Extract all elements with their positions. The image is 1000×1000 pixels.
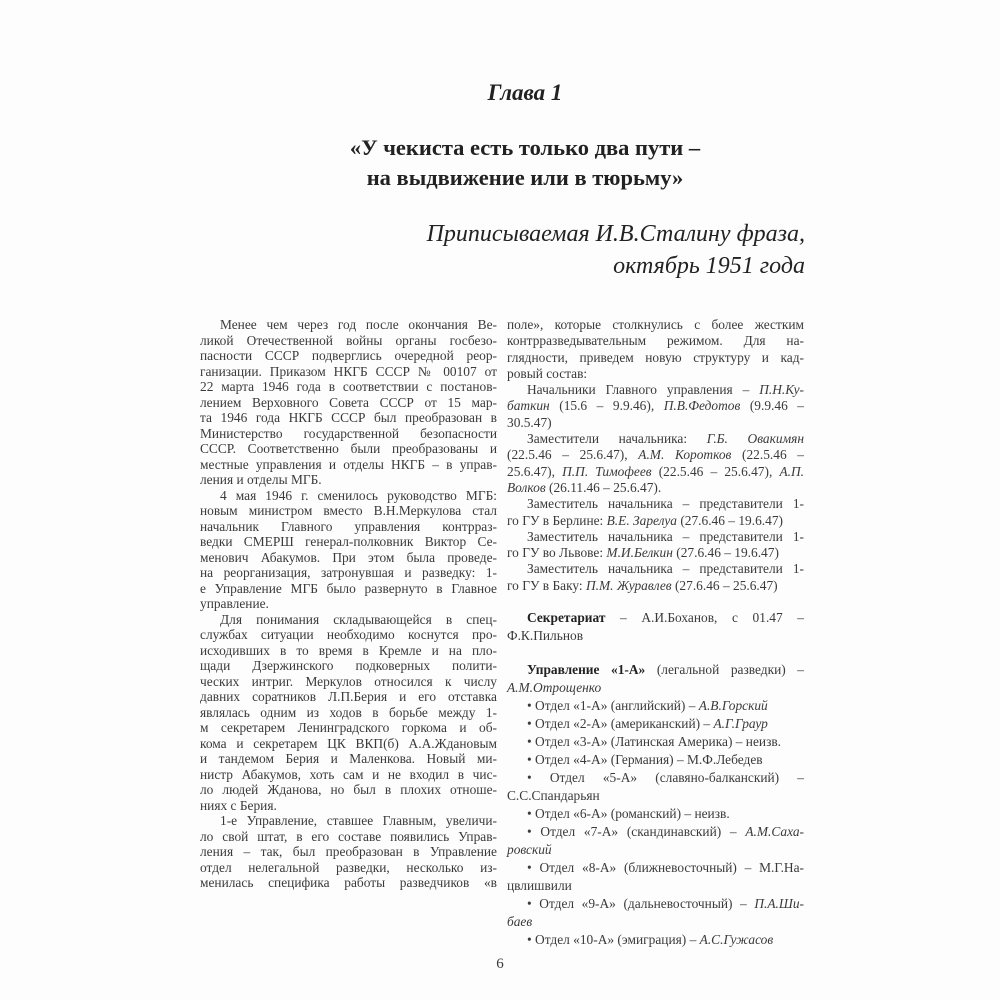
text-line [507,545,804,561]
text-segment: ровый состав: [507,365,588,381]
right-column-top [507,317,804,594]
attribution-line: Приписываемая И.В.Сталину фраза, [426,221,805,247]
left-column [200,317,497,891]
text-line: давних соратников Л.П.Берия и его отставка [200,689,497,704]
text-line [507,715,804,733]
text-segment: Заместитель начальника – представители 1- [527,528,804,544]
text-line [507,447,804,463]
text-segment: (27.6.46 – 19.6.47) [676,512,783,528]
epigraph [200,133,850,193]
text-line [507,895,804,913]
text-line [507,350,804,366]
text-segment: • Отдел «6-А» (романский) – неизв. [527,806,730,821]
text-segment: • Отдел «7-А» (скандинавский) – [527,824,746,839]
text-line: кома и секретарем ЦК ВКП(б) А.А.Ждановым [200,735,497,751]
text-segment: (9.9.46 – [740,398,804,414]
text-line: начальник Главного управления контрраз- [200,518,497,534]
text-line: м секретарем Ленинградского горкома и об- [200,720,497,735]
text-segment: (26.11.46 – 25.6.47). [545,479,662,495]
text-segment: го ГУ в Берлине: [507,512,607,528]
person-name: А.М.Саха- [745,824,804,839]
person-name: А.М.Отрощенко [507,680,602,695]
person-name: П.П. Тимофеев [562,463,652,479]
text-line [507,398,804,414]
text-line: пасности СССР подверглись очередной реор- [200,348,497,363]
text-line: на реорганизация, затронувшая и разведку: 1- [200,565,497,580]
epigraph-attribution [380,218,805,282]
page-number: 6 [496,956,504,972]
text-line: 1-е Управление, ставшее Главным, увеличи- [220,813,497,828]
text-segment: поле», которые столкнулись с более жестким [507,317,804,332]
text-line [507,823,804,841]
text-segment: • Отдел «1-А» (английский) – [527,698,699,713]
person-name: А.М. Коротков [638,447,732,463]
right-column-bottom [507,609,804,949]
epigraph-line: «У чекиста есть только два пути – [349,135,701,160]
text-line: лением Верховного Совета СССР от 15 мар- [200,394,497,410]
text-segment: Заместители начальника: [527,431,707,447]
text-line [507,697,804,715]
text-line [507,609,804,627]
text-segment: глядности, приведем новую структуру и кад- [507,349,804,365]
text-segment: • Отдел «3-А» (Латинская Америка) – неизв. [527,734,782,749]
text-line: ческих интриг. Меркулов относился к числу [200,673,497,689]
person-name: М.И.Белкин [606,545,673,561]
spacer [507,645,804,661]
text-line: местные управления и отделы НКГБ – в управ- [200,456,497,472]
text-line: отдел нелегальной разведки, несколько из- [200,859,497,875]
epigraph-line: на выдвижение или в тюрьму» [366,165,684,190]
text-segment: • Отдел «5-А» (славяно-балканский) – [527,770,804,785]
text-segment: го ГУ во Львове: [507,545,607,561]
text-line [507,415,804,431]
text-segment: Заместитель начальника – представители 1- [527,496,804,512]
text-segment: Ф.К.Пильнов [507,628,584,643]
section-heading: Управление «1-А» [527,662,646,677]
text-segment: (15.6 – 9.9.46), [549,398,664,414]
text-line: новым министром вместо В.Н.Меркулова стал [200,503,497,518]
text-segment: цвлишвили [507,878,572,893]
text-segment: • Отдел «9-А» (дальневосточный) – [527,896,755,911]
text-line [507,931,804,949]
text-line: являлась одним из ходов в борьбе между 1- [200,704,497,720]
text-line: ганизации. Приказом НКГБ СССР № 00107 от [200,363,497,379]
text-line [507,805,804,823]
text-line [507,496,804,512]
text-line [507,769,804,787]
text-line: ло людей Жданова, но был в плохих отноше- [200,782,497,797]
text-line: исходивших в то время в Кремле и на пло- [200,642,497,658]
text-line [507,382,804,398]
text-line: менович Абакумов. При этом была проведе- [200,549,497,565]
text-segment: (22.5.46 – 25.6.47), [651,463,780,479]
text-segment: • Отдел «10-А» (эмиграция) – [527,932,700,947]
attribution-line: октябрь 1951 года [613,253,805,279]
text-segment: • Отдел «8-А» (ближневосточный) – М.Г.На- [527,860,804,875]
text-segment: (22.5.46 – 25.6.47), [507,447,639,463]
person-name: П.А.Ши- [754,896,804,911]
person-name: А.П. [779,463,804,479]
text-line: управление. [200,596,269,611]
text-line: щади Дзержинского подковерных полити- [200,658,497,673]
text-line [507,679,804,697]
text-segment: • Отдел «4-А» (Германия) – М.Ф.Лебедев [527,752,763,767]
person-name: П.Н.Ку- [759,382,804,398]
text-line [507,480,804,496]
text-segment: контрразведывательным режимом. Для на- [507,333,804,349]
person-name: П.В.Федотов [663,398,741,414]
text-segment: (легальной разведки) – [645,662,804,677]
text-segment: 30.5.47) [507,414,552,430]
person-name: В.Е. Зарелуа [606,512,677,528]
text-segment: С.С.Спандарьян [507,788,600,803]
text-segment: 25.6.47), [507,463,563,479]
person-name: баев [507,914,533,929]
text-line: 22 марта 1946 года в соответствии с постанов- [200,379,497,394]
text-segment: (27.6.46 – 19.6.47) [672,545,779,561]
text-line [507,431,804,447]
text-line [507,578,804,594]
text-segment: – А.И.Боханов, с 01.47 – [605,610,804,625]
text-line: менилась специфика работы разведчиков «в [200,875,497,890]
text-line: службах ситуации необходимо коснутся про- [200,627,497,642]
text-segment: (27.6.46 – 25.6.47) [671,577,778,593]
text-line [507,913,804,931]
text-line [507,513,804,529]
text-line [507,733,804,751]
text-line [507,841,804,859]
chapter-title: Глава 1 [487,80,563,105]
text-line [507,317,804,333]
text-line [507,333,804,349]
person-name: Волков [507,479,546,495]
text-line [507,464,804,480]
text-line [507,627,804,645]
text-line: 4 мая 1946 г. сменилось руководство МГБ: [220,487,497,503]
person-name: А.С.Гужасов [699,932,774,947]
text-line: Для понимания складывающейся в спец- [220,611,497,627]
text-line [507,661,804,679]
section-heading: Секретариат [527,610,606,625]
text-line [507,859,804,877]
text-line: ления и отделы МГБ. [200,472,322,487]
text-line: Министерство государственной безопасности [200,425,497,441]
text-segment: (22.5.46 – [731,447,804,463]
text-segment: • Отдел «2-А» (американский) – [527,716,714,731]
text-line [507,787,804,805]
text-line: ло свой штат, в его составе появились Управ- [200,828,497,844]
person-name: Г.Б. Овакимян [706,431,804,447]
text-line: ления – так, был преобразован в Управление [200,844,497,859]
text-line [507,366,804,382]
text-line [507,529,804,545]
text-line: нистр Абакумов, хоть сам и не входил в чис- [200,766,497,782]
text-line: и тандемом Берия и Маленкова. Новый ми- [200,751,497,766]
text-line [507,751,804,769]
person-name: А.В.Горский [698,698,768,713]
person-name: ровский [507,842,552,857]
person-name: П.М. Журавлев [585,577,672,593]
text-line: ниях с Берия. [200,797,277,813]
text-line [507,877,804,895]
text-line: е Управление МГБ было развернуто в Главное [200,580,497,596]
text-line: ликой Отечественной войны органы госбезо- [200,332,497,348]
person-name: баткин [507,398,550,414]
text-line: та 1946 года НКГБ СССР был преобразован в [200,410,497,425]
text-segment: го ГУ в Баку: [507,577,586,593]
text-line: Менее чем через год после окончания Ве- [220,317,497,332]
text-segment: Заместитель начальника – представители 1- [527,561,804,577]
text-segment: Начальники Главного управления – [527,382,760,398]
text-line: СССР. Соответственно были преобразованы и [200,441,497,456]
person-name: А.Г.Граур [713,716,768,731]
text-line: ведки СМЕРШ генерал-полковник Виктор Се- [200,534,497,549]
text-line [507,561,804,577]
